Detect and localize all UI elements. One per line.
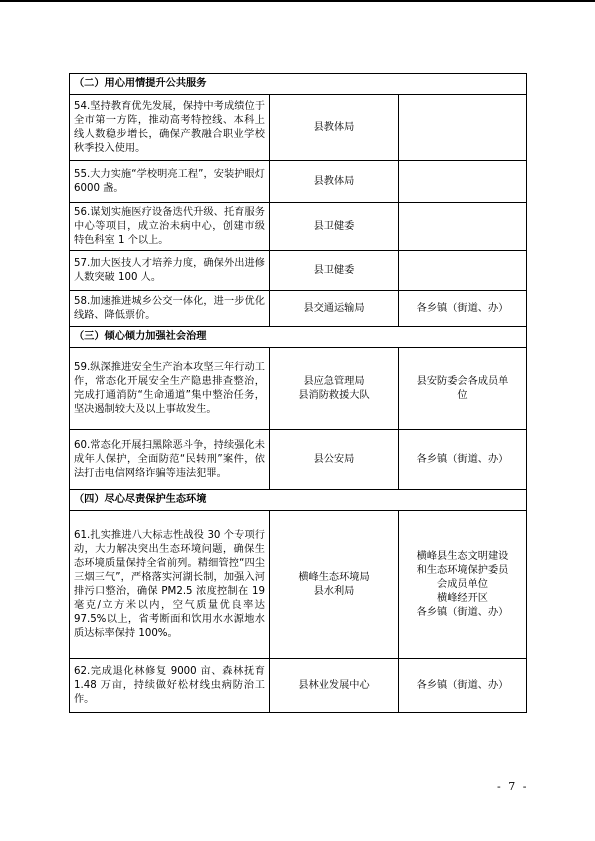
task-item: 57.加大医技人才培养力度，确保外出进修人数突破 100 人。	[70, 251, 270, 291]
coop-unit: 各乡镇（街道、办）	[399, 430, 527, 490]
lead-unit: 县公安局	[270, 430, 399, 490]
task-item: 61.扎实推进八大标志性战役 30 个专项行动，大力解决突出生态环境问题，确保生态环境质量保持全省前列。精细管控“四尘三烟三气”，严格落实河湖长制，加强入河排污口整治，确保 PM2.5 浓度控制在 19 毫克/立方米以内，空气质量优良率达 97.5%以上，省考断面和饮用水水源地水质达标率保持 100%。	[70, 511, 270, 659]
task-item: 60.常态化开展扫黑除恶斗争，持续强化未成年人保护，全面防范“民转刑”案件，依法打击电信网络诈骗等违法犯罪。	[70, 430, 270, 490]
table-row	[70, 430, 527, 490]
lead-unit: 县林业发展中心	[270, 659, 399, 713]
table-row	[70, 511, 527, 659]
lead-unit: 县卫健委	[270, 251, 399, 291]
coop-unit-line: 和生态环境保护委员	[416, 564, 509, 576]
task-item: 58.加速推进城乡公交一体化，进一步优化线路、降低票价。	[70, 291, 270, 327]
page-number: - 7 -	[497, 780, 529, 793]
coop-unit	[399, 203, 527, 251]
lead-unit: 县交通运输局	[270, 291, 399, 327]
table-row	[70, 95, 527, 161]
table-row	[70, 348, 527, 430]
coop-unit	[399, 511, 527, 659]
table-row	[70, 203, 527, 251]
section-title: （三）倾心倾力加强社会治理	[70, 327, 527, 348]
lead-unit: 县卫健委	[270, 203, 399, 251]
coop-unit	[399, 251, 527, 291]
table-row	[70, 659, 527, 713]
coop-unit	[399, 348, 527, 430]
section-header-row	[70, 327, 527, 348]
task-item: 56.谋划实施医疗设备迭代升级、托育服务中心等项目，成立治未病中心，创建市级特色科室 1 个以上。	[70, 203, 270, 251]
coop-unit: 各乡镇（街道、办）	[399, 291, 527, 327]
section-title: （四）尽心尽责保护生态环境	[70, 490, 527, 511]
task-item: 59.纵深推进安全生产治本攻坚三年行动工作，常态化开展安全生产隐患排查整治，完成打通消防“生命通道”集中整治任务，坚决遏制较大及以上事故发生。	[70, 348, 270, 430]
task-table	[69, 73, 527, 713]
section-header-row	[70, 490, 527, 511]
coop-unit-line: 位	[457, 389, 468, 401]
coop-unit	[399, 161, 527, 203]
task-item: 62.完成退化林修复 9000 亩、森林抚育 1.48 万亩，持续做好松材线虫病防治工作。	[70, 659, 270, 713]
lead-unit-line: 县应急管理局	[303, 375, 365, 387]
lead-unit: 县教体局	[270, 161, 399, 203]
lead-unit	[270, 511, 399, 659]
task-item: 54.坚持教育优先发展，保持中考成绩位于全市第一方阵，推动高考特控线、本科上线人数稳步增长，确保产教融合职业学校秋季投入使用。	[70, 95, 270, 161]
table-row	[70, 251, 527, 291]
lead-unit-line: 县消防救援大队	[298, 389, 370, 401]
coop-unit-line: 县安防委会各成员单	[416, 375, 509, 387]
lead-unit-line: 横峰生态环境局	[298, 571, 370, 583]
lead-unit-line: 县水利局	[313, 585, 355, 597]
table-row	[70, 291, 527, 327]
task-item: 55.大力实施“学校明亮工程”，安装护眼灯 6000 盏。	[70, 161, 270, 203]
coop-unit-line: 横峰经开区	[437, 592, 488, 604]
coop-unit-line: 横峰县生态文明建设	[416, 550, 509, 562]
lead-unit: 县教体局	[270, 95, 399, 161]
section-header-row	[70, 74, 527, 95]
lead-unit	[270, 348, 399, 430]
coop-unit	[399, 95, 527, 161]
table-row	[70, 161, 527, 203]
top-border-line	[0, 0, 595, 2]
coop-unit: 各乡镇（街道、办）	[399, 659, 527, 713]
coop-unit-line: 各乡镇（街道、办）	[416, 606, 509, 618]
coop-unit-line: 会成员单位	[437, 578, 488, 590]
section-title: （二）用心用情提升公共服务	[70, 74, 527, 95]
